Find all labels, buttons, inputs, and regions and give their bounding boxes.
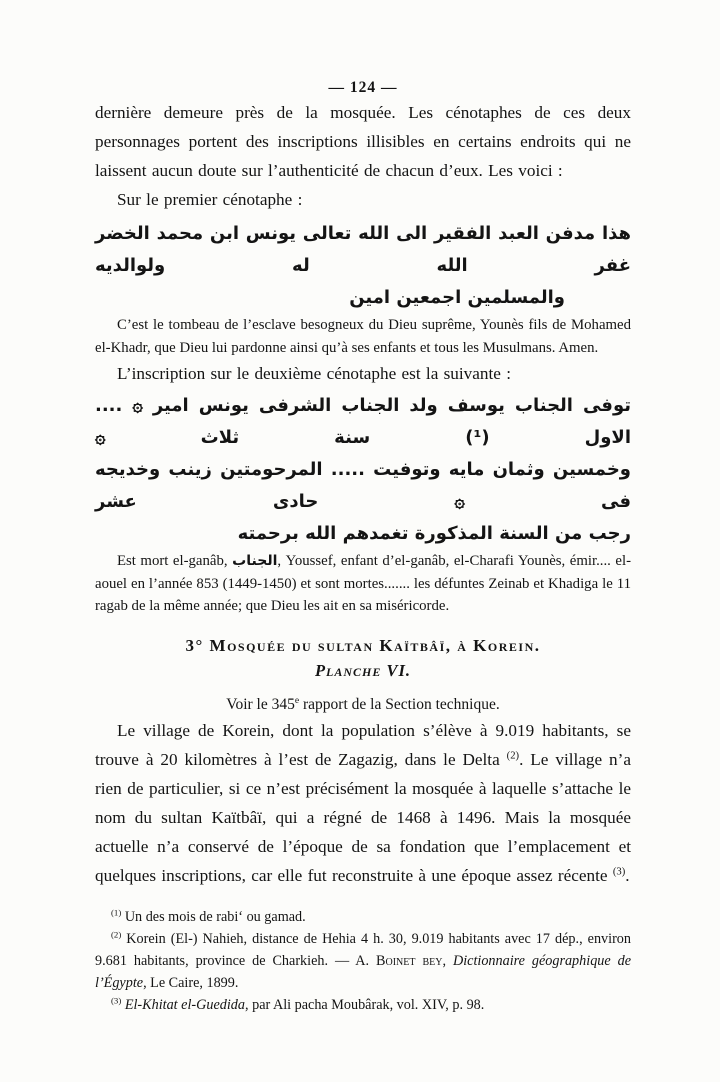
arabic-inscription-1-line-1: هذا مدفن العبد الفقير الى الله تعالى يونس ابن محمد الخضر غفر الله له ولوالديه — [95, 223, 631, 276]
main-paragraph — [95, 716, 631, 890]
translation-2-seg0: Est mort el-ganâb, — [117, 553, 233, 569]
footnote-3-reference: (3) — [612, 865, 626, 877]
footnote-3-book-title: El-Khitat el-Guedida — [124, 996, 245, 1013]
second-cenotaph-lead: L’inscription sur le deuxième cénotaphe est la suivante : — [117, 364, 511, 383]
translation-2-inline-arabic: الجناب — [232, 553, 278, 569]
footnote-2-author: Boinet bey — [376, 952, 443, 969]
arabic-inscription-2-line-1: توفى الجناب يوسف ولد الجناب الشرفى يونس امير ۞ .... الاول (¹) سنة ثلاث ۞ — [95, 395, 631, 448]
plate-reference: Planche VI. — [314, 660, 412, 680]
footnote-2 — [95, 928, 631, 994]
footnote-1 — [95, 906, 631, 928]
first-cenotaph-lead: Sur le premier cénotaphe : — [117, 190, 303, 209]
main-paragraph-seg1: . Le village n’a rien de particulier, si ce n’est précisément la mosquée à laquelle s’attache le nom du sultan Kaïtbâï, qui a régné de 1468 à 1496. Mais la mosquée actuelle n’a conservé de l’époque de sa fondation que l’emplacement et quelques inscriptions, car elle fut reconstruite à une époque assez récente — [95, 749, 631, 885]
arabic-inscription-2-line-2: وخمسين وثمان مايه وتوفيت ..... المرحومتين زينب وخديجه فى ۞ حادى عشر — [95, 459, 631, 512]
arabic-inscription-1 — [95, 218, 631, 314]
translation-second-cenotaph — [95, 550, 631, 618]
footnote-1-text: Un des mois de rabi‘ ou gamad. — [121, 908, 306, 925]
footnote-3-marker: (3) — [111, 994, 122, 1005]
intro-paragraph: dernière demeure près de la mosquée. Les cénotaphes de ces deux personnages portent des inscriptions illisibles en certains endroits qui ne laissent aucun doute sur l’authenticité de chacun d’eux. Les voici : — [95, 103, 631, 180]
footnote-2-seg1: , — [442, 952, 453, 969]
footnotes-section — [95, 906, 631, 1016]
footnote-2-book-title: Dictionnaire géographique de l’Égypte — [95, 952, 632, 991]
translation-first-cenotaph: C’est le tombeau de l’esclave besogneux du Dieu suprême, Younès fils de Mohamed el-Khadr, que Dieu lui pardonne ainsi qu’à ses enfants et tous les Musulmans. Amen. — [95, 317, 631, 356]
report-reference-ordinal: e — [294, 694, 300, 706]
footnote-2-marker: (2) — [111, 928, 122, 939]
section-heading: 3° Mosquée du sultan Kaïtbâï, à Korein. — [185, 635, 541, 655]
footnote-1-marker: (1) — [111, 906, 122, 917]
arabic-inscription-1-line-2: والمسلمين اجمعين امين — [349, 287, 565, 308]
page-number: — 124 — — [328, 79, 398, 96]
report-reference-seg1: rapport de la Section technique. — [299, 695, 500, 713]
page-content — [95, 0, 631, 1016]
arabic-inscription-2-line-3: رجب من السنة المذكورة تغمدهم الله برحمته — [237, 523, 631, 544]
footnote-2-seg0: Korein (El-) Nahieh, distance de Hehia 4 h. 30, 9.019 habitants avec 17 dép., environ 9.681 habitants, province de Charkieh. — A. — [95, 930, 631, 969]
arabic-inscription-2 — [95, 390, 631, 550]
translation-2-seg1: , Youssef, enfant d’el-ganâb, el-Charafi Younès, émir.... el-aouel en l’année 853 (1449-1450) et sont mortes....... les défuntes Zeinab et Khadiga le 11 ragab de la même année; que Dieu les ait en sa miséricorde. — [95, 553, 631, 614]
main-paragraph-seg2: . — [625, 865, 630, 885]
main-paragraph-seg0: Le village de Korein, dont la population s’élève à 9.019 habitants, se trouve à 20 kilomètres à l’est de Zagazig, dans le Delta — [95, 720, 631, 769]
report-reference-seg0: Voir le 345 — [226, 695, 295, 713]
footnote-2-seg2: , Le Caire, 1899. — [143, 974, 239, 991]
report-reference — [95, 694, 631, 716]
footnote-2-reference: (2) — [506, 749, 520, 761]
footnote-3-seg1: , par Ali pacha Moubârak, vol. XIV, p. 98. — [245, 996, 485, 1013]
footnote-3 — [95, 994, 631, 1016]
